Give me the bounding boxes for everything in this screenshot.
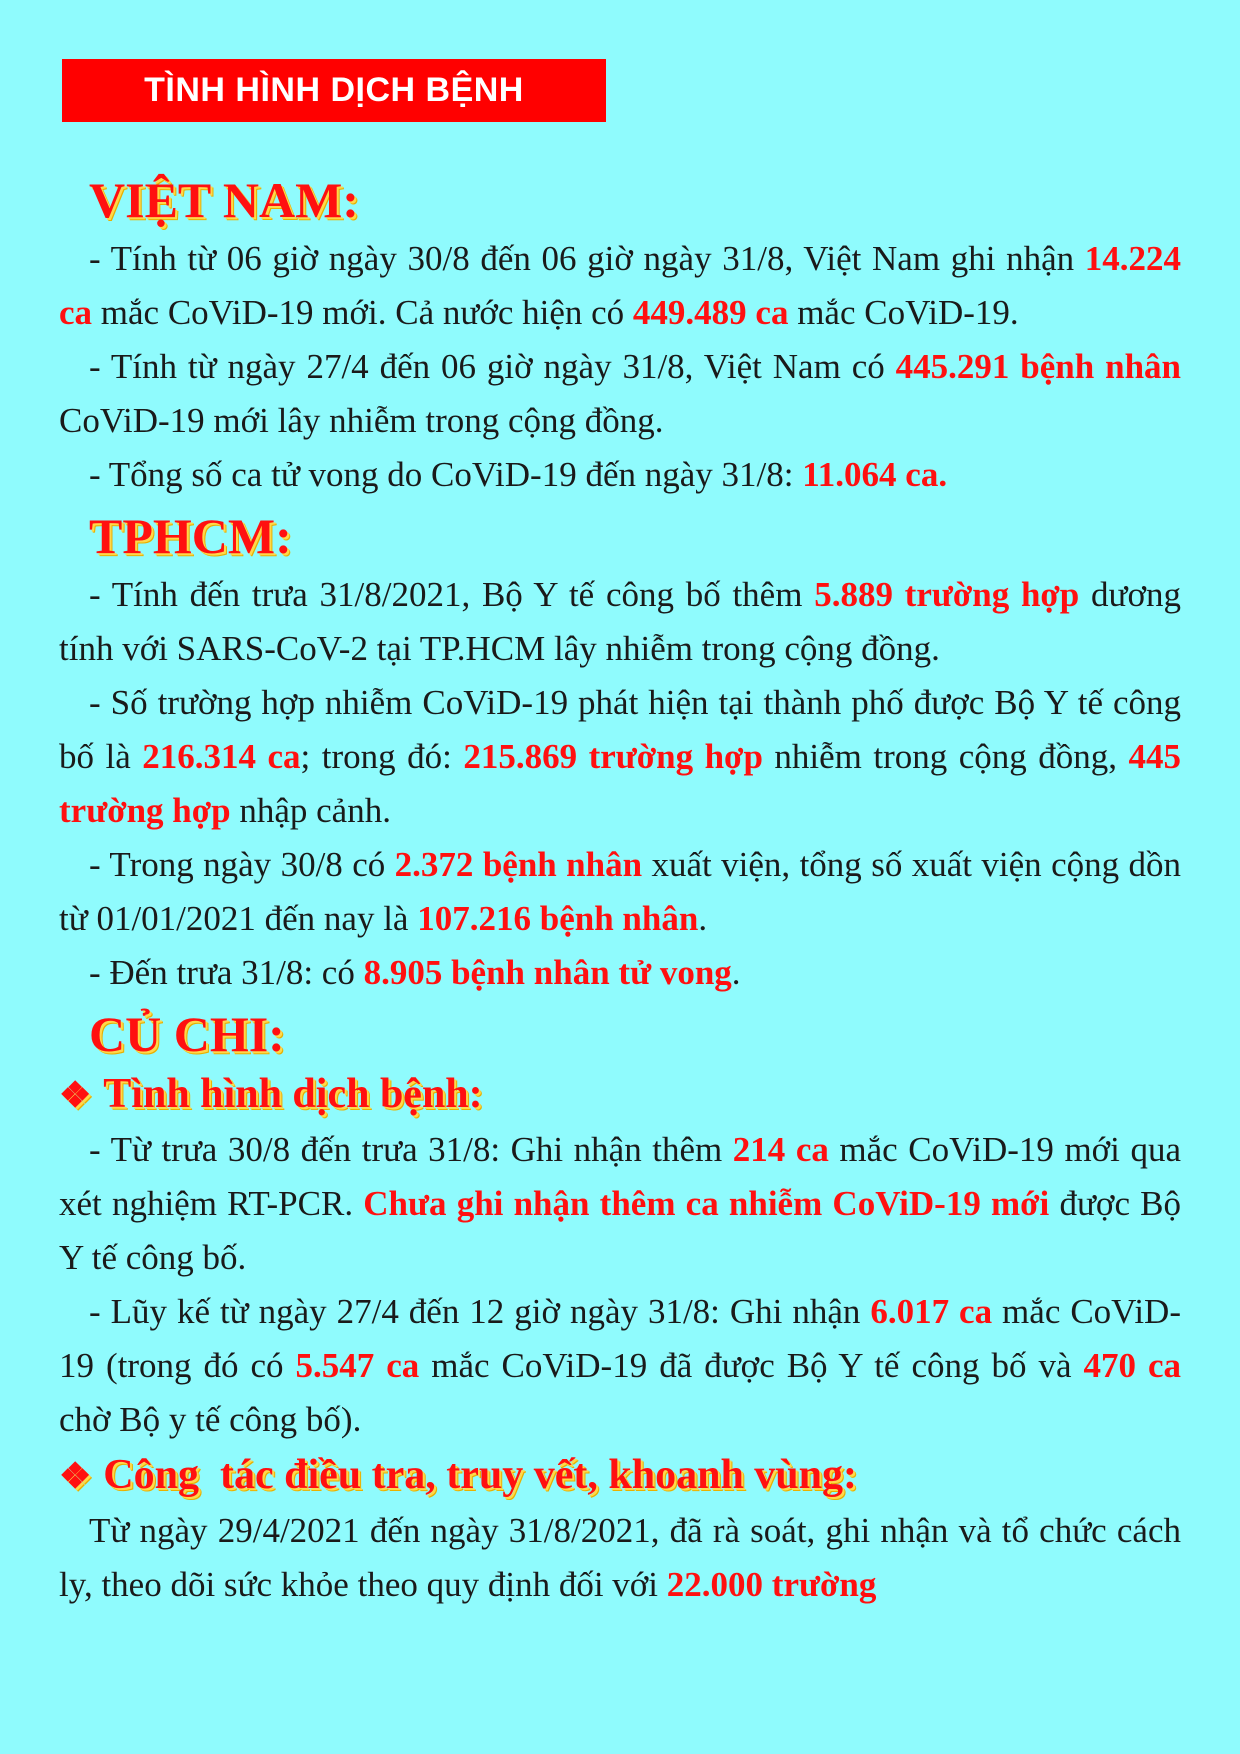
tphcm-paragraph-3: - Trong ngày 30/8 có 2.372 bệnh nhân xuất viện, tổng số xuất viện cộng dồn từ 01/01/2021 đến nay là 107.216 bệnh nhân. [59,845,1182,938]
vietnam-paragraph-3: - Tổng số ca tử vong do CoViD-19 đến ngày 31/8: 11.064 ca. [89,455,948,494]
highlight-value: 11.064 ca. [802,455,948,494]
highlight-value: 445.291 bệnh nhân [895,347,1181,386]
diamond-bullet-icon: ❖ [59,1075,92,1115]
highlight-value: 14.224 ca [59,239,1181,332]
section-title-vietnam: VIỆT NAM: [89,172,359,228]
header-banner: TÌNH HÌNH DỊCH BỆNH [62,59,606,122]
content [59,168,1181,1612]
section-title-cuchi: CỦ CHI: [89,1006,285,1062]
cuchi-paragraph-1: - Từ trưa 30/8 đến trưa 31/8: Ghi nhận thêm 214 ca mắc CoViD-19 mới qua xét nghiệm RT-PCR. Chưa ghi nhận thêm ca nhiễm CoViD-19 mới được Bộ Y tế công bố. [59,1130,1182,1277]
highlight-value: 22.000 trường [666,1565,877,1604]
subsection-title-tracing: ❖ Công tác điều tra, truy vết, khoanh vùng: [59,1452,858,1498]
tphcm-paragraph-1: - Tính đến trưa 31/8/2021, Bộ Y tế công bố thêm 5.889 trường hợp dương tính với SARS-CoV-2 tại TP.HCM lây nhiễm trong cộng đồng. [59,575,1181,668]
subsection-title-epidemic: ❖ Tình hình dịch bệnh: [59,1071,483,1117]
cuchi-paragraph-3: Từ ngày 29/4/2021 đến ngày 31/8/2021, đã rà soát, ghi nhận và tổ chức cách ly, theo dõi sức khỏe theo quy định đối với 22.000 trường [59,1511,1181,1604]
highlight-value: 5.547 ca [295,1346,420,1385]
highlight-value: 8.905 bệnh nhân tử vong [363,953,732,992]
highlight-value: 445 trường hợp [59,737,1181,830]
highlight-value: 449.489 ca [632,293,789,332]
vietnam-paragraph-2: - Tính từ ngày 27/4 đến 06 giờ ngày 31/8, Việt Nam có 445.291 bệnh nhân CoViD-19 mới lây nhiễm trong cộng đồng. [59,347,1181,440]
tphcm-paragraph-4: - Đến trưa 31/8: có 8.905 bệnh nhân tử vong. [89,953,741,992]
highlight-value: 6.017 ca [870,1292,993,1331]
highlight-value: 216.314 ca [142,737,301,776]
highlight-value: 5.889 trường hợp [814,575,1080,614]
diamond-bullet-icon: ❖ [59,1456,92,1496]
highlight-value: 2.372 bệnh nhân [394,845,643,884]
section-title-tphcm: TPHCM: [89,508,292,564]
tphcm-paragraph-2: - Số trường hợp nhiễm CoViD-19 phát hiện tại thành phố được Bộ Y tế công bố là 216.314 ca; trong đó: 215.869 trường hợp nhiễm trong cộng đồng, 445 trường hợp nhập cảnh. [59,683,1181,830]
highlight-value: 215.869 trường hợp [463,737,763,776]
vietnam-paragraph-1: - Tính từ 06 giờ ngày 30/8 đến 06 giờ ngày 31/8, Việt Nam ghi nhận 14.224 ca mắc CoViD-19 mới. Cả nước hiện có 449.489 ca mắc CoViD-19. [59,239,1181,332]
highlight-value: 470 ca [1083,1346,1181,1385]
highlight-value: 107.216 bệnh nhân [417,899,699,938]
highlight-value: 214 ca [732,1130,829,1169]
cuchi-paragraph-2: - Lũy kế từ ngày 27/4 đến 12 giờ ngày 31/8: Ghi nhận 6.017 ca mắc CoViD-19 (trong đó có 5.547 ca mắc CoViD-19 đã được Bộ Y tế công bố và 470 ca chờ Bộ y tế công bố). [59,1292,1181,1439]
highlight-value: Chưa ghi nhận thêm ca nhiễm CoViD-19 mới [363,1184,1050,1223]
